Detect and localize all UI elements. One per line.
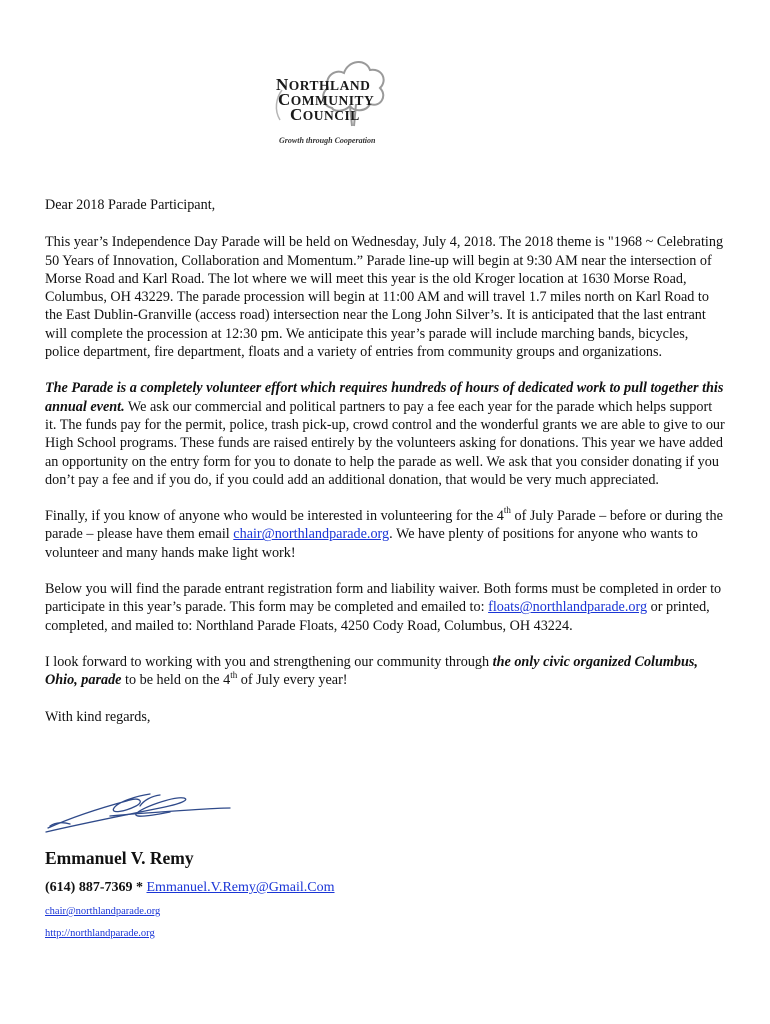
volunteering-text-3: . We have plenty of positions for anyone who wants to volunteer and many hands make light work! [45,526,698,561]
volunteer-text: We ask our commercial and political partners to pay a fee each year for the parade which helps support it. The funds pay for the permit, police, trash pick-up, crowd control and the wonderful grants we are able to give to our High School programs. These funds are raised entirely by the volunteers asking for donations. This year we have added an opportunity on the entry form for you to donate to help the parade as well. We ask that you consider donating if you don’t pay a fee and if you do, if you could add an additional donation, that would be very much appreciated. [45,398,725,488]
floats-email-link[interactable]: floats@northlandparade.org [488,599,648,616]
ordinal-suffix-2: th [230,669,238,680]
logo-word-northland: ORTHLAND [288,78,371,93]
volunteer-emphasis: The Parade is a completely volunteer effort which requires hundreds of hours of dedicated work to pull together this annual event. [45,380,724,415]
website-link[interactable]: http://northlandparade.org [45,928,155,939]
registration-text-1: Below you will find the parade entrant registration form and liability waiver. Both forms must be completed in order to participate in this year’s parade. This form may be completed and emailed to: [45,581,722,616]
paragraph-volunteer-effort [45,379,725,489]
signer-contact [45,880,335,896]
closing-text-3: of July every year! [237,672,348,689]
paragraph-volunteering [45,507,725,562]
closing-text-2: to be held on the 4 [121,672,231,689]
letter-body [45,196,725,744]
logo-tagline: Growth through Cooperation [279,136,376,145]
chair-email-link[interactable]: chair@northlandparade.org [233,526,390,543]
logo-word-council: OUNCIL [302,108,360,123]
volunteering-text-1: Finally, if you know of anyone who would be interested in volunteering for the 4 [45,508,504,525]
chair-email-footer-link[interactable]: chair@northlandparade.org [45,906,161,917]
closing-line: With kind regards, [45,708,151,725]
salutation: Dear 2018 Parade Participant, [45,197,216,213]
logo-initial-c2: C [290,105,303,124]
closing-text-1: I look forward to working with you and strengthening our community through [45,653,493,670]
northland-community-council-logo [262,48,392,153]
ordinal-suffix: th [503,505,511,516]
paragraph-event-details: This year’s Independence Day Parade will be held on Wednesday, July 4, 2018. The 2018 theme is "1968 ~ Celebrating 50 Years of Innovation, Collaboration and Momentum.” Parade line-up will begin at 9:30 AM near the intersection of Morse Road and Karl Road. The lot where we will meet this year is the old Kroger location at 1630 Morse Road, Columbus, OH 43229. The parade procession will begin at 11:00 AM and will travel 1.7 miles north on Karl Road to the East Dublin-Granville (access road) intersection near the Long John Silver’s. It is anticipated that the last entrant will complete the procession at 12:30 pm. We anticipate this year’s parade will include marching bands, bicycles, police department, fire department, floats and a variety of entries from community groups and organizations. [45,234,724,361]
paragraph-registration [45,580,725,635]
logo-initial-n: N [276,75,289,94]
signer-name: Emmanuel V. Remy [45,848,194,868]
signer-phone: (614) 887-7369 * [45,880,143,895]
registration-text-2: or printed, completed, and mailed to: Northland Parade Floats, 4250 Cody Road, Columbus, OH 43224. [45,599,710,634]
logo-initial-c1: C [278,90,291,109]
logo-word-community: OMMUNITY [290,93,375,108]
signer-email-link[interactable]: Emmanuel.V.Remy@Gmail.Com [146,880,335,895]
volunteering-text-2: of July Parade – before or during the parade – please have them email [45,508,723,543]
closing-emphasis: the only civic organized Columbus, Ohio, parade [45,653,698,689]
paragraph-closing-remarks [45,653,725,690]
handwritten-signature [40,778,240,840]
